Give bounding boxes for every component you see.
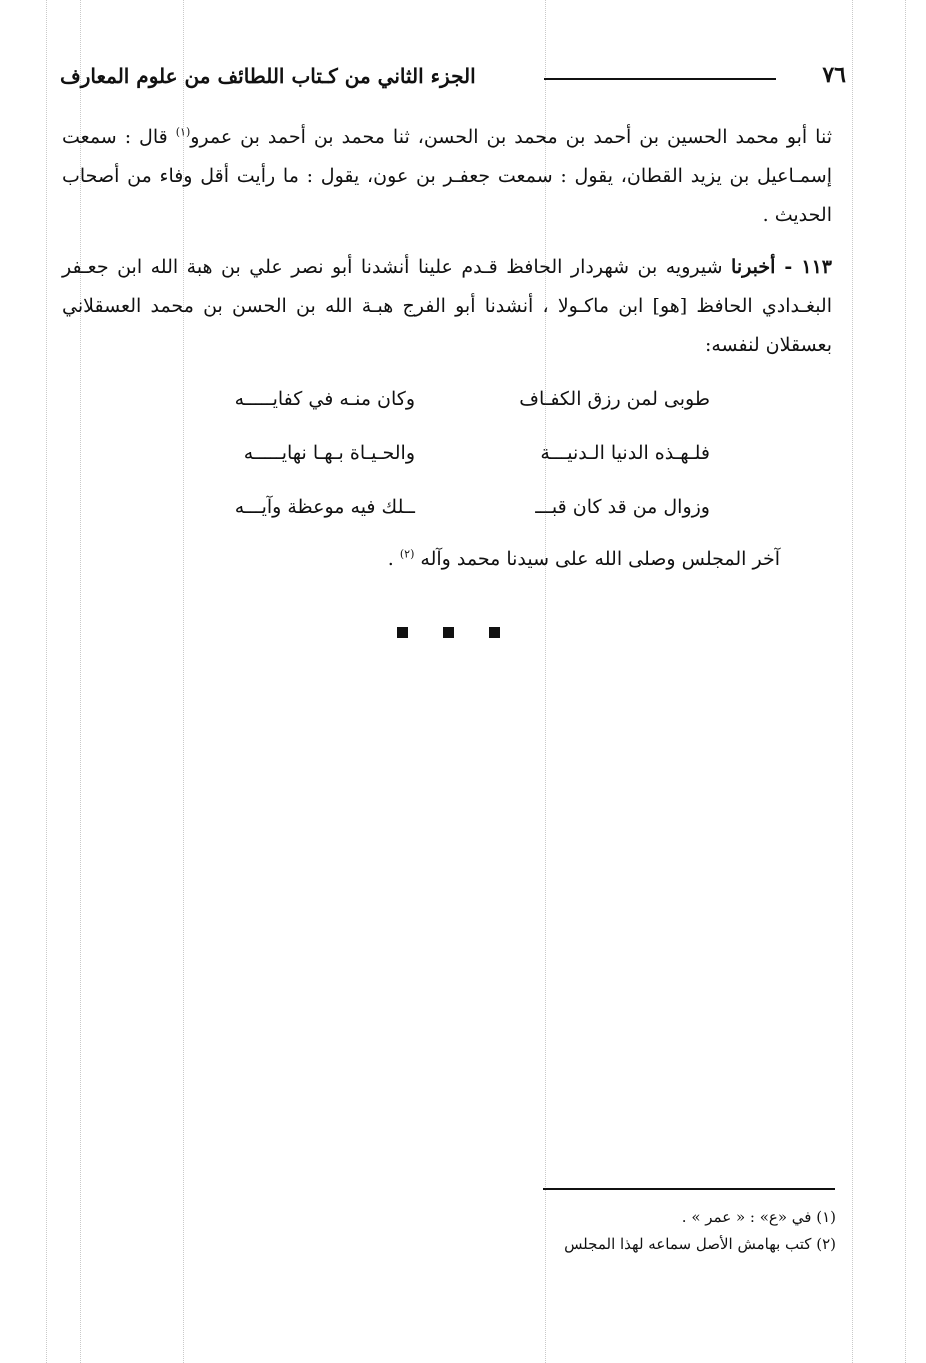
scan-guide-line	[852, 0, 853, 1363]
footnotes	[400, 1204, 836, 1258]
running-title: الجزء الثاني من كـتاب اللطائف من علوم المعارف	[60, 64, 476, 88]
footnote-rule	[543, 1188, 835, 1190]
closing-text: آخر المجلس وصلى الله على سيدنا محمد وآله	[420, 548, 780, 570]
verse-first-half: وزوال من قد كان قبـــ	[535, 496, 710, 518]
separator-square-icon	[489, 627, 500, 638]
paragraph-1	[62, 118, 832, 235]
verse-second-half: والحـيـاة بـهـا نهايـــــه	[243, 442, 415, 464]
poem-verse	[190, 442, 710, 496]
footnote-ref: (٢)	[399, 547, 415, 561]
closing-line	[300, 548, 780, 570]
scan-guide-line	[905, 0, 906, 1363]
hadith-number: ١١٣	[801, 256, 832, 278]
section-separator	[397, 627, 507, 641]
scan-guide-line	[46, 0, 47, 1363]
closing-end: .	[387, 548, 400, 570]
verse-second-half: وكان منـه في كفايـــــه	[234, 388, 415, 410]
poem	[190, 388, 710, 550]
separator-square-icon	[397, 627, 408, 638]
paragraph-text: شيرويه بن شهردار الحافظ قـدم علينا أنشدنا أبو نصر علي بن هبة الله ابن جعـفر البغـدادي الحافظ [هو] ابن ماكـولا ، أنشدنا أبو الفرج هبـة الله بن الحسن بن محمد العسقلاني بعسقلان لنفسه:	[62, 256, 832, 356]
footnote-item: (٢) كتب بهامش الأصل سماعه لهذا المجلس	[564, 1235, 836, 1253]
footnote-item: (١) في «ع» : « عمر » .	[681, 1208, 836, 1226]
footnote-ref: (١)	[175, 125, 191, 139]
verse-first-half: طوبى لمن رزق الكفـاف	[519, 388, 710, 410]
hadith-lead: - أخبرنا	[731, 256, 802, 278]
verse-first-half: فلـهـذه الدنيا الـدنيـــة	[540, 442, 710, 464]
poem-verse	[190, 388, 710, 442]
verse-second-half: ــلك فيه موعظة وآيـــه	[234, 496, 415, 518]
page-header	[60, 62, 846, 102]
page-number: ٧٦	[822, 62, 846, 88]
paragraph-text: قال : سمعت إسمـاعيل بن يزيد القطان، يقول : سمعت جعفـر بن عون، يقول : ما رأيت أقل وفاء من أصحاب الحديث .	[62, 126, 832, 226]
paragraph-text: ثنا أبو محمد الحسين بن أحمد بن محمد بن الحسن، ثنا محمد بن أحمد بن عمرو	[190, 126, 832, 148]
paragraph-2	[62, 248, 832, 365]
poem-verse	[190, 496, 710, 550]
header-rule	[544, 78, 776, 80]
separator-square-icon	[443, 627, 454, 638]
